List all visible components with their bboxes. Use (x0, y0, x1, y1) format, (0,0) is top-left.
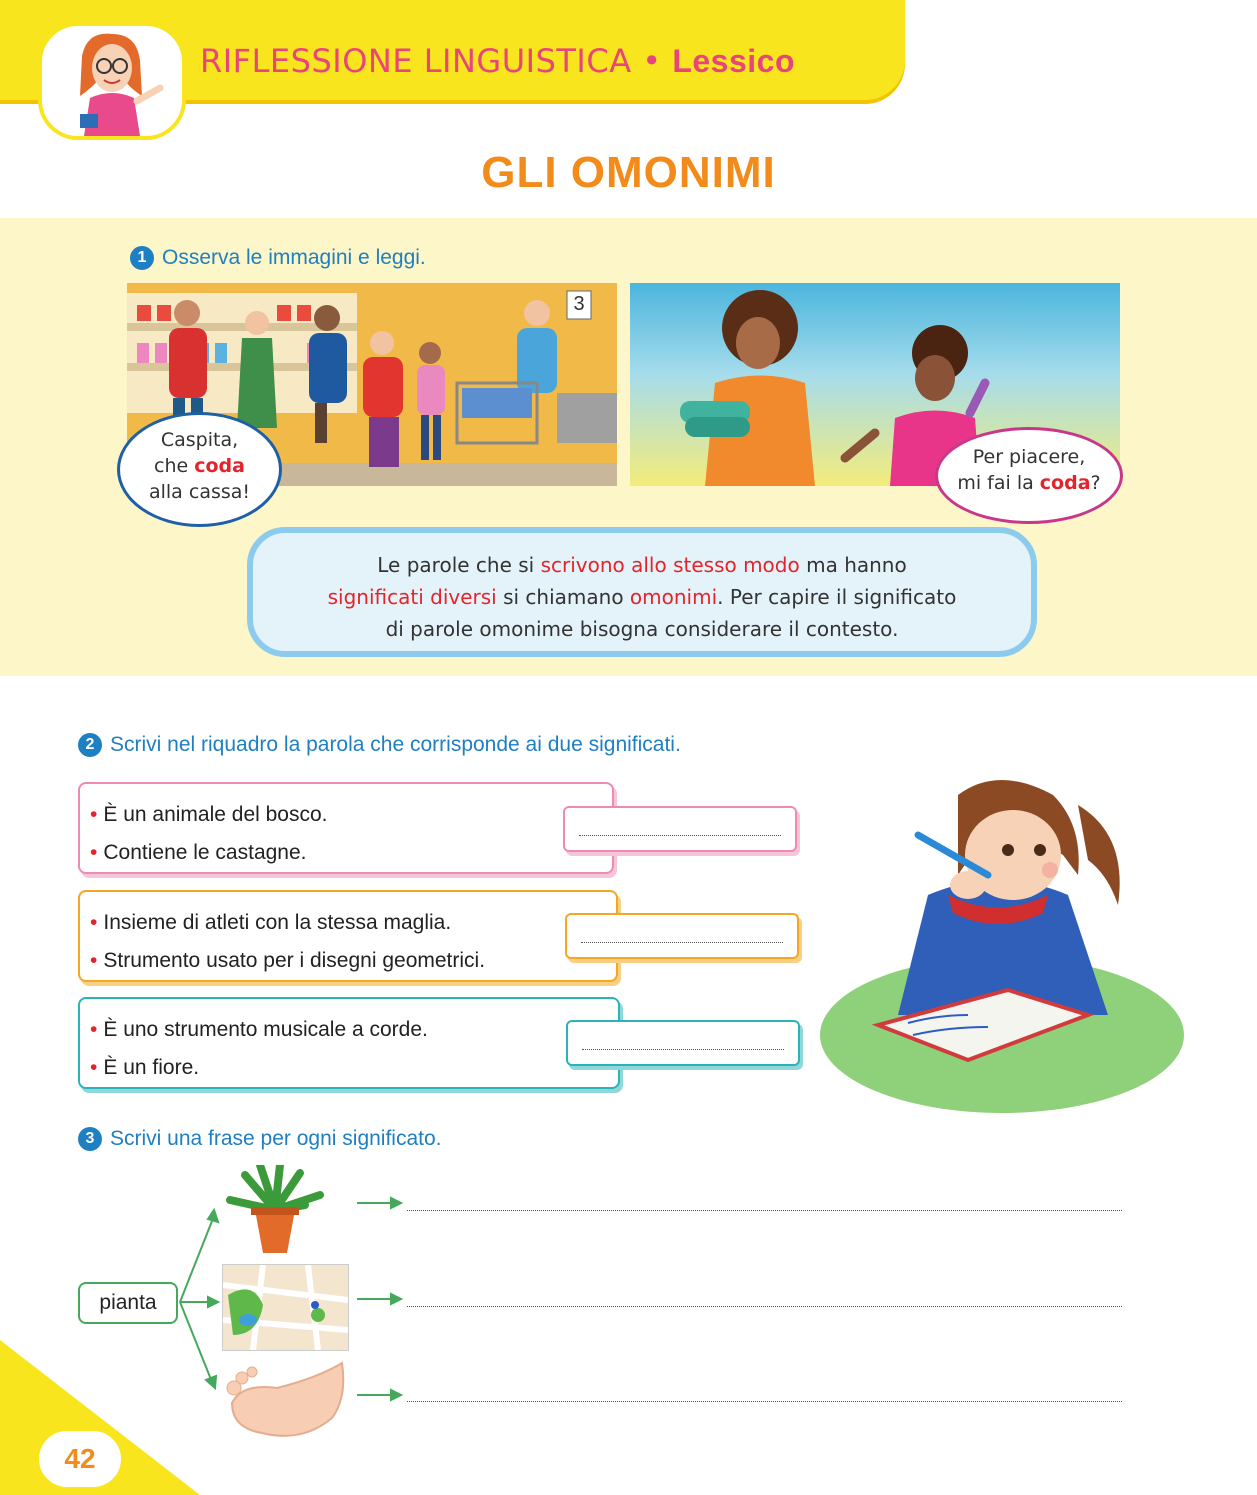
definition-3a: È uno strumento musicale a corde. (103, 1018, 428, 1041)
rule-highlight-3: omonimi (629, 585, 718, 609)
speech-bubble-right (935, 427, 1123, 524)
header-section: RIFLESSIONE LINGUISTICA (200, 42, 632, 80)
checkout-number-sign: 3 (573, 293, 585, 315)
definition-box-1: • È un animale del bosco. • Contiene le castagne. (78, 782, 614, 874)
page-number: 42 (36, 1428, 124, 1490)
bubble-left-line1: Caspita, (160, 429, 239, 451)
word-pianta: pianta (78, 1282, 178, 1324)
exercise1-number: 1 (130, 246, 154, 270)
header-title (200, 42, 795, 80)
foot-sole-icon (222, 1358, 352, 1448)
rule-highlight-1: scrivono allo stesso modo (540, 553, 800, 577)
exercise1-title (130, 246, 426, 270)
definition-3b: È un fiore. (103, 1056, 200, 1079)
answer-arrows (357, 1195, 407, 1415)
exercise1-instruction: Osserva le immagini e leggi. (162, 246, 426, 269)
teacher-avatar (38, 22, 186, 140)
rule-box: Le parole che si scrivono allo stesso modo ma hanno significati diversi si chiamano omonimi. Per capire il significato di parole omonime bisogna considerare il contesto. (247, 527, 1037, 657)
sentence-line-3[interactable] (407, 1401, 1122, 1402)
sentence-line-2[interactable] (407, 1306, 1122, 1307)
bubble-left-line2: che coda (154, 455, 245, 477)
definition-2a: Insieme di atleti con la stessa maglia. (103, 911, 452, 934)
teacher-icon (42, 26, 182, 136)
bubble-left-line3: alla cassa! (148, 481, 251, 503)
rule-highlight-2: significati diversi (327, 585, 497, 609)
sentence-line-1[interactable] (407, 1210, 1122, 1211)
definition-1a: È un animale del bosco. (103, 803, 328, 826)
bubble-right-keyword: coda (1039, 472, 1091, 494)
answer-box-3[interactable] (566, 1020, 800, 1066)
city-map-icon (222, 1264, 349, 1351)
definition-1b: Contiene le castagne. (103, 841, 307, 864)
page-title: GLI OMONIMI (481, 148, 776, 197)
definition-2b: Strumento usato per i disegni geometrici. (103, 949, 486, 972)
header-subsection: Lessico (672, 43, 795, 79)
bubble-right-line1: Per piacere, (972, 446, 1086, 468)
bubble-right-line2: mi fai la coda? (957, 472, 1101, 494)
bubble-left-keyword: coda (194, 455, 245, 477)
exercise3-instruction: Scrivi una frase per ogni significato. (110, 1127, 442, 1150)
exercise3-number: 3 (78, 1127, 102, 1151)
thinking-girl-illustration (818, 765, 1186, 1115)
answer-box-1[interactable] (563, 806, 797, 852)
header-separator: • (642, 42, 662, 80)
answer-box-2[interactable] (565, 913, 799, 959)
potted-plant-icon (225, 1165, 325, 1255)
speech-bubble-left (117, 412, 282, 527)
exercise3-title (78, 1127, 442, 1151)
thinking-girl-icon (818, 765, 1186, 1115)
exercise2-number: 2 (78, 733, 102, 757)
exercise2-title (78, 733, 681, 757)
exercise2-instruction: Scrivi nel riquadro la parola che corrisponde ai due significati. (110, 733, 681, 756)
definition-box-3: • È uno strumento musicale a corde. • È un fiore. (78, 997, 620, 1089)
definition-box-2: • Insieme di atleti con la stessa maglia. • Strumento usato per i disegni geometrici. (78, 890, 618, 982)
